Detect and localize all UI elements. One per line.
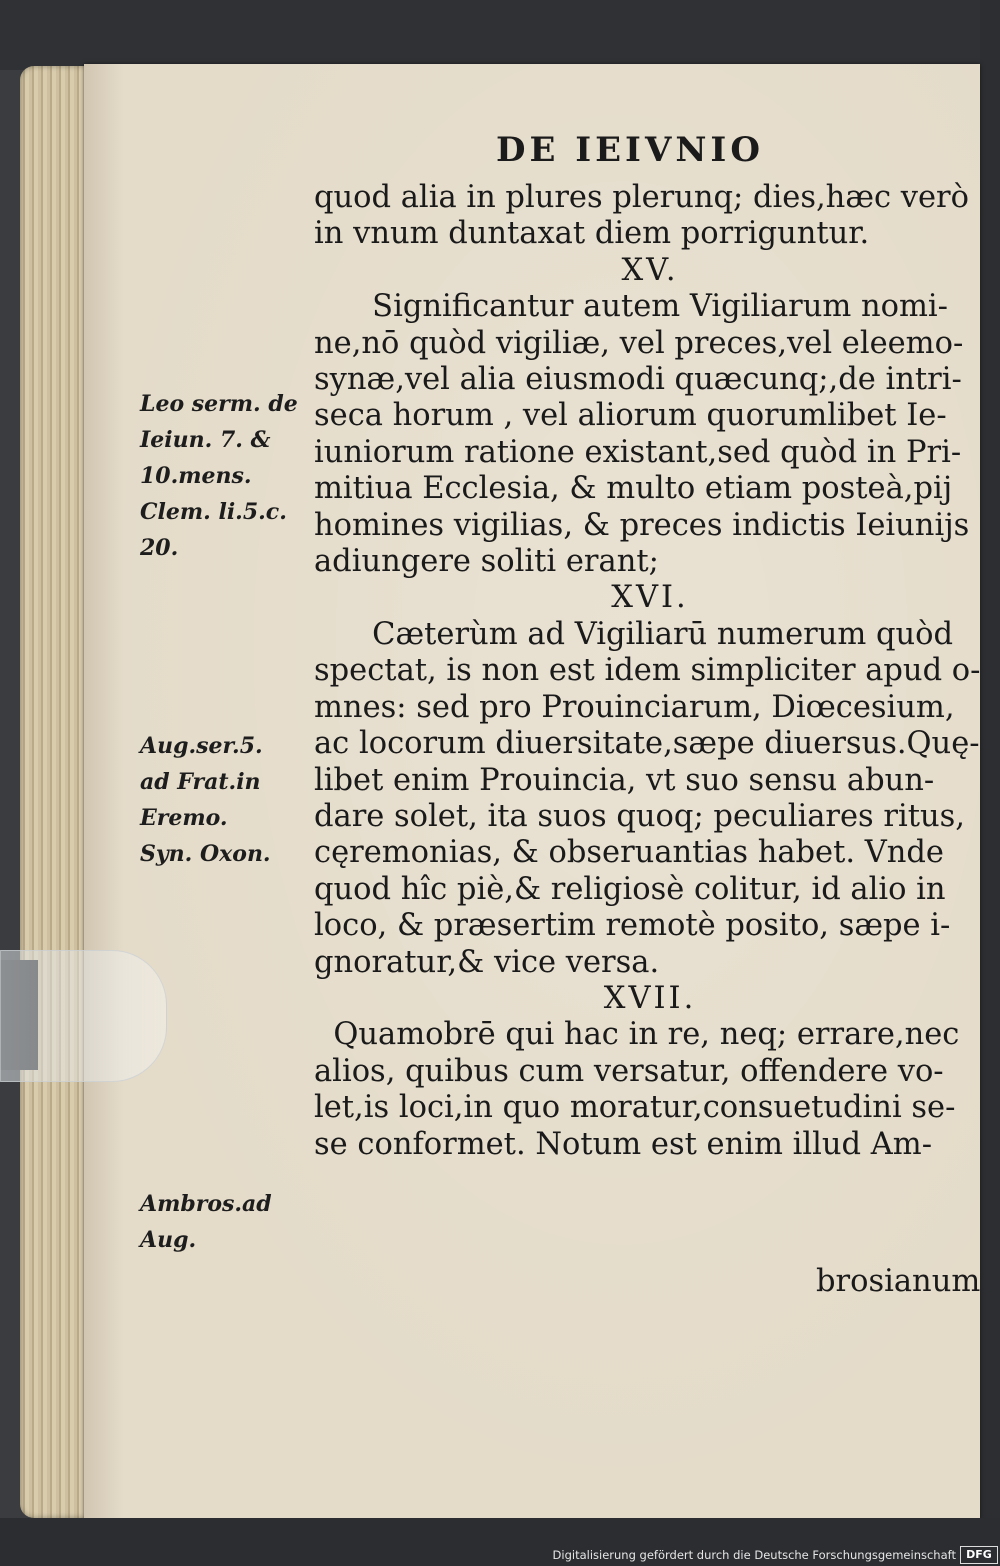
- text-line: dare solet, ita suos quoq; peculiares ritus,: [314, 798, 965, 834]
- margin-line: 10.mens.: [140, 463, 252, 489]
- margin-line: ad Frat.in: [140, 769, 261, 795]
- text-line: quod alia in plures plerunq; dies,hæc verò: [314, 180, 969, 215]
- text-line: ne,nō quòd vigiliæ, vel preces,vel eleemo-: [314, 325, 964, 361]
- text-line: Cæterùm ad Vigiliarū numerum quòd: [314, 616, 954, 652]
- margin-line: Aug.: [140, 1227, 197, 1253]
- margin-line: Ieiun. 7. &: [140, 427, 271, 453]
- margin-note-aug: [140, 728, 310, 872]
- margin-note-leo: [140, 386, 310, 566]
- margin-line: Syn. Oxon.: [140, 841, 271, 867]
- text-line: alios, quibus cum versatur, offendere vo-: [314, 1053, 944, 1089]
- text-line: synæ,vel alia eiusmodi quæcunq;,de intri-: [314, 362, 962, 398]
- scanner-background-right: [980, 0, 1000, 1566]
- text-line: cęremonias, & obseruantias habet. Vnde: [314, 835, 944, 871]
- text-line: se conformet. Notum est enim illud Am-: [314, 1126, 932, 1162]
- margin-line: Eremo.: [140, 805, 228, 831]
- margin-note-ambros: [140, 1186, 310, 1258]
- text-line: loco, & præsertim remotè posito, sæpe i-: [314, 908, 951, 944]
- section-number: XVII.: [603, 980, 697, 1016]
- section-number: XV.: [621, 252, 679, 288]
- margin-line: Leo serm. de: [140, 391, 298, 417]
- text-line: seca horum , vel aliorum quorumlibet Ie-: [314, 398, 947, 434]
- text-line: Significantur autem Vigiliarum nomi-: [314, 289, 948, 325]
- text-line: ac locorum diuersitate,sæpe diuersus.Quę-: [314, 726, 980, 762]
- text-line: gnoratur,& vice versa.: [314, 944, 660, 980]
- main-text-column: [314, 180, 981, 1163]
- margin-line: 20.: [140, 535, 179, 561]
- text-line: quod hîc piè,& religiosè colitur, id alio in: [314, 871, 946, 907]
- text-line: libet enim Prouincia, vt suo sensu abun-: [314, 762, 935, 798]
- margin-line: Ambros.ad: [140, 1191, 272, 1217]
- text-line: adiungere soliti erant;: [314, 544, 659, 580]
- margin-line: Aug.ser.5.: [140, 733, 263, 759]
- text-line: iuniorum ratione existant,sed quòd in Pri-: [314, 434, 962, 470]
- text-line: Quamobrē qui hac in re, neq; errare,nec: [314, 1017, 960, 1053]
- digitization-credit: Digitalisierung gefördert durch die Deutsche Forschungsgemeinschaft: [552, 1548, 956, 1562]
- text-line: mnes: sed pro Prouinciarum, Diœcesium,: [314, 689, 955, 725]
- catchword: brosianum: [816, 1264, 981, 1299]
- text-line: let,is loci,in quo moratur,consuetudini se-: [314, 1090, 956, 1126]
- running-head: DE IEIVNIO: [496, 130, 764, 170]
- text-line: mitiua Ecclesia, & multo etiam posteà,pij: [314, 471, 953, 507]
- text-line: homines vigilias, & preces indictis Ieiunijs: [314, 507, 970, 543]
- margin-line: Clem. li.5.c.: [140, 499, 287, 525]
- section-number: XVI.: [611, 580, 689, 616]
- plastic-page-clip: [0, 950, 167, 1082]
- text-line: spectat, is non est idem simpliciter apud o-: [314, 653, 981, 689]
- dfg-logo: DFG: [960, 1546, 998, 1564]
- scanner-background-top: [0, 0, 1000, 70]
- text-line: in vnum duntaxat diem porriguntur.: [314, 216, 870, 252]
